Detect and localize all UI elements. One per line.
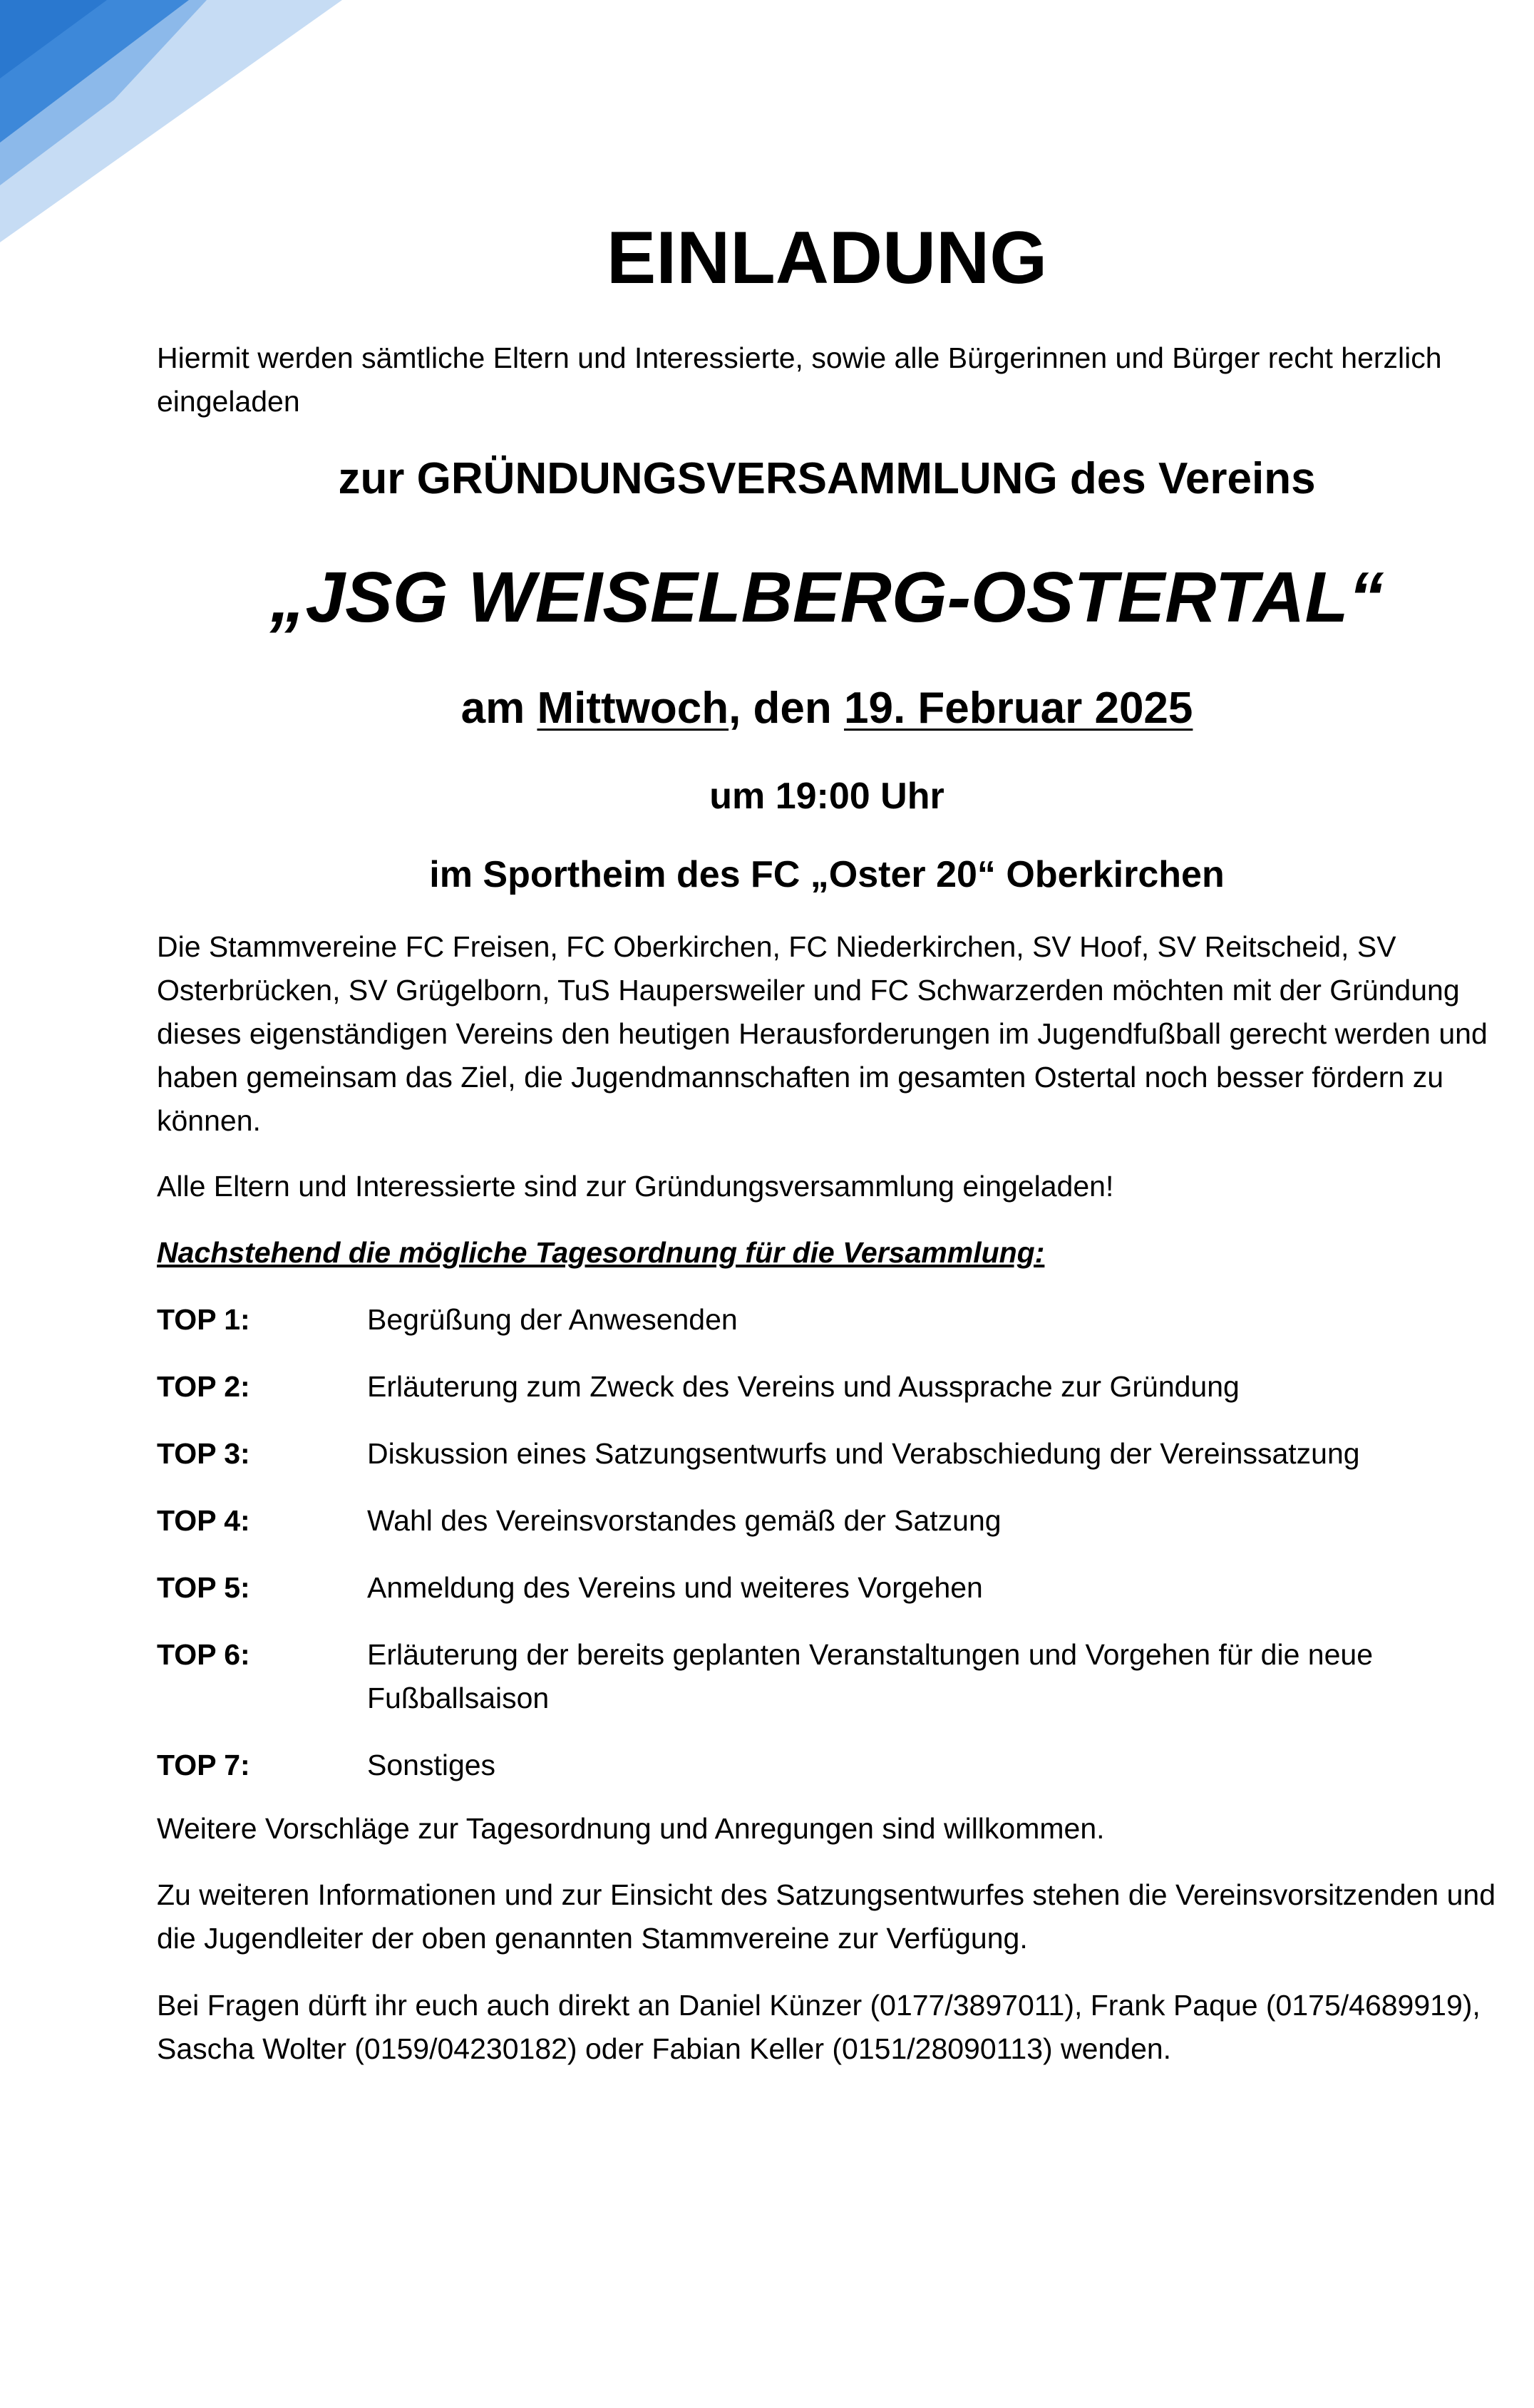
date-weekday: Mittwoch	[537, 684, 729, 733]
agenda-item-text: Sonstiges	[367, 1749, 496, 1781]
agenda-item-label: TOP 6:	[157, 1638, 250, 1671]
time-line: um 19:00 Uhr	[709, 776, 944, 817]
agenda-item-text: Erläuterung der bereits geplanten Veranstaltungen und Vorgehen für die neue Fußballsaison	[367, 1638, 1373, 1714]
agenda-item-label: TOP 4:	[157, 1504, 250, 1537]
agenda-item-text: Begrüßung der Anwesenden	[367, 1303, 738, 1336]
paragraph-invitation: Alle Eltern und Interessierte sind zur Gründungsversammlung eingeladen!	[157, 1170, 1114, 1203]
agenda-item-text: Wahl des Vereinsvorstandes gemäß der Satzung	[367, 1504, 1002, 1537]
place-line: im Sportheim des FC „Oster 20“ Oberkirchen	[429, 854, 1225, 895]
agenda-item-label: TOP 3:	[157, 1437, 250, 1470]
agenda-item-text: Anmeldung des Vereins und weiteres Vorgehen	[367, 1571, 983, 1604]
subheading: zur GRÜNDUNGSVERSAMMLUNG des Vereins	[338, 454, 1316, 503]
agenda-item-label: TOP 5:	[157, 1571, 250, 1604]
page-title: EINLADUNG	[606, 217, 1048, 299]
agenda-item-label: TOP 2:	[157, 1370, 250, 1403]
agenda-item-text: Erläuterung zum Zweck des Vereins und Aussprache zur Gründung	[367, 1370, 1240, 1403]
agenda-item-label: TOP 7:	[157, 1749, 250, 1781]
date-line	[157, 680, 1497, 737]
paragraph-contacts: Bei Fragen dürft ihr euch auch direkt an Daniel Künzer (0177/3897011), Frank Paque (0175/4689919), Sascha Wolter (0159/04230182) oder Fabian Keller (0151/28090113) wenden.	[157, 1989, 1481, 2065]
intro-text: Hiermit werden sämtliche Eltern und Interessierte, sowie alle Bürgerinnen und Bürger recht herzlich eingeladen	[157, 341, 1442, 418]
agenda-heading: Nachstehend die mögliche Tagesordnung für die Versammlung:	[157, 1236, 1045, 1269]
corner-decoration	[0, 0, 342, 242]
paragraph-information: Zu weiteren Informationen und zur Einsicht des Satzungsentwurfes stehen die Vereinsvorsitzenden und die Jugendleiter der oben genannten Stammvereine zur Verfügung.	[157, 1878, 1496, 1955]
date-middle: , den	[729, 684, 844, 733]
paragraph-suggestions: Weitere Vorschläge zur Tagesordnung und Anregungen sind willkommen.	[157, 1812, 1105, 1845]
date-prefix: am	[460, 684, 537, 733]
agenda-item-label: TOP 1:	[157, 1303, 250, 1336]
club-name: „JSG WEISELBERG-OSTERTAL“	[269, 557, 1384, 637]
agenda-item-text: Diskussion eines Satzungsentwurfs und Verabschiedung der Vereinssatzung	[367, 1437, 1360, 1470]
date-value: 19. Februar 2025	[843, 684, 1193, 733]
paragraph-clubs: Die Stammvereine FC Freisen, FC Oberkirchen, FC Niederkirchen, SV Hoof, SV Reitscheid, SV Osterbrücken, SV Grügelborn, TuS Haupersweiler und FC Schwarzerden möchten mit der Gründung dieses eigenständigen Vereins den heutigen Herausforderungen im Jugendfußball gerecht werden und haben gemeinsam das Ziel, die Jugendmannschaften im gesamten Ostertal noch besser fördern zu können.	[157, 930, 1488, 1137]
